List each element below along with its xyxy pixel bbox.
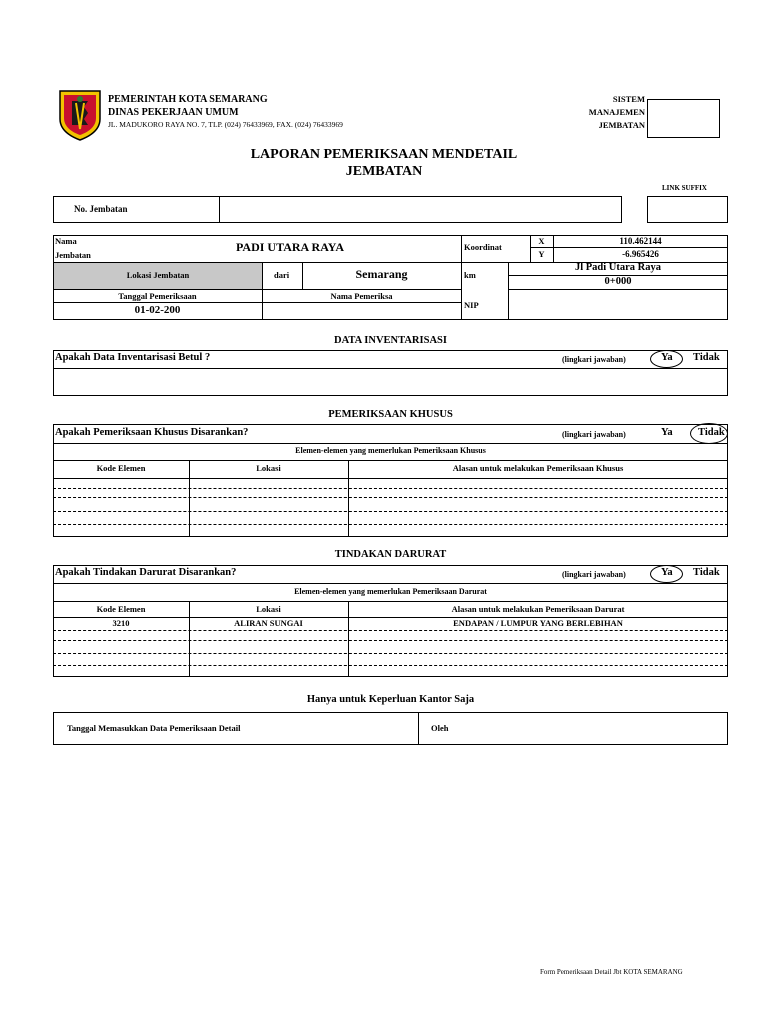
km-value: 0+000	[604, 276, 632, 287]
inventaris-ya[interactable]: Ya	[661, 352, 673, 363]
y-value: -6.965426	[622, 249, 659, 259]
darurat-col-lokasi: Lokasi	[256, 604, 281, 614]
inventaris-hint: (lingkari jawaban)	[562, 355, 626, 364]
road-value: Jl Padi Utara Raya	[574, 262, 662, 273]
pemeriksa-label: Nama Pemeriksa	[330, 291, 393, 301]
khusus-hint: (lingkari jawaban)	[562, 430, 626, 439]
khusus-tidak-circle	[690, 423, 728, 444]
nip-label: NIP	[464, 300, 479, 310]
darurat-subtitle: Elemen-elemen yang memerlukan Pemeriksaan Darurat	[294, 587, 487, 596]
khusus-tidak[interactable]: Tidak	[698, 427, 725, 438]
footer-text: Form Pemeriksaan Detail Jbt KOTA SEMARANG	[540, 968, 683, 976]
inventaris-ya-circle	[650, 350, 683, 368]
tanggal-value: 01-02-200	[134, 304, 181, 316]
link-suffix-label: LINK SUFFIX	[662, 184, 707, 192]
darurat-row-alasan: ENDAPAN / LUMPUR YANG BERLEBIHAN	[453, 618, 623, 628]
system-label	[560, 93, 645, 132]
bridge-no-label: No. Jembatan	[74, 204, 128, 214]
tanggal-label: Tanggal Pemeriksaan	[118, 291, 197, 301]
inventaris-tidak[interactable]: Tidak	[693, 352, 720, 363]
link-suffix-input[interactable]	[647, 196, 728, 223]
office-title: Hanya untuk Keperluan Kantor Saja	[306, 694, 475, 705]
khusus-col-alasan: Alasan untuk melakukan Pemeriksaan Khusus	[452, 463, 624, 473]
darurat-col-kode: Kode Elemen	[96, 604, 146, 614]
khusus-title: PEMERIKSAAN KHUSUS	[328, 409, 453, 420]
koordinat-label: Koordinat	[464, 242, 502, 252]
city-logo	[58, 89, 102, 141]
darurat-col-alasan: Alasan untuk melakukan Pemeriksaan Darurat	[451, 604, 625, 614]
x-label: X	[538, 236, 545, 246]
darurat-title: TINDAKAN DARURAT	[334, 549, 447, 560]
report-title-line-1: LAPORAN PEMERIKSAAN MENDETAIL	[250, 147, 518, 162]
khusus-col-lokasi: Lokasi	[256, 463, 281, 473]
y-label: Y	[538, 249, 545, 259]
office-oleh-label: Oleh	[431, 723, 449, 733]
system-code-box[interactable]	[647, 99, 720, 138]
darurat-ya-circle	[650, 565, 683, 583]
system-line-1: SISTEM	[612, 94, 645, 104]
dari-value: Semarang	[355, 267, 408, 281]
nama-label-2: Jembatan	[55, 250, 91, 260]
darurat-row-lokasi: ALIRAN SUNGAI	[234, 618, 303, 628]
darurat-row-kode: 3210	[112, 618, 130, 628]
nama-label-1: Nama	[55, 236, 77, 246]
system-line-3: JEMBATAN	[598, 120, 645, 130]
khusus-subtitle: Elemen-elemen yang memerlukan Pemeriksaan Khusus	[295, 446, 486, 455]
khusus-question: Apakah Pemeriksaan Khusus Disarankan?	[55, 427, 249, 438]
org-line-2: DINAS PEKERJAAN UMUM	[108, 107, 239, 118]
system-line-2: MANAJEMEN	[588, 107, 645, 117]
khusus-col-kode: Kode Elemen	[96, 463, 146, 473]
org-address: JL. MADUKORO RAYA NO. 7, TLP. (024) 76433969, FAX. (024) 76433969	[108, 120, 343, 129]
khusus-box	[53, 424, 728, 537]
dari-label: dari	[274, 270, 290, 280]
darurat-question: Apakah Tindakan Darurat Disarankan?	[55, 567, 237, 578]
report-title-line-2: JEMBATAN	[345, 164, 423, 179]
lokasi-label: Lokasi Jembatan	[126, 270, 190, 280]
inventaris-title: DATA INVENTARISASI	[334, 335, 447, 346]
inventaris-question: Apakah Data Inventarisasi Betul ?	[55, 352, 211, 363]
nama-jembatan-value: PADI UTARA RAYA	[235, 240, 345, 254]
shield-emblem-icon	[58, 89, 102, 141]
office-tanggal-label: Tanggal Memasukkan Data Pemeriksaan Detail	[67, 723, 241, 733]
darurat-tidak[interactable]: Tidak	[693, 567, 720, 578]
org-line-1: PEMERINTAH KOTA SEMARANG	[108, 94, 268, 105]
km-label: km	[464, 270, 476, 280]
darurat-ya[interactable]: Ya	[661, 567, 673, 578]
bridge-no-input[interactable]	[222, 198, 620, 221]
khusus-ya[interactable]: Ya	[661, 427, 673, 438]
darurat-hint: (lingkari jawaban)	[562, 570, 626, 579]
x-value: 110.462144	[619, 236, 662, 246]
